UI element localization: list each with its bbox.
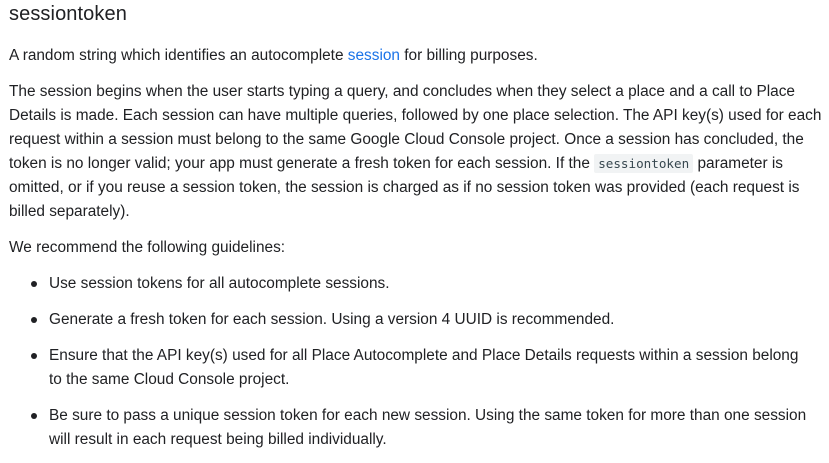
details-text-2: parameter is omitted, or if you reuse a session token, the session is charged as if no session token was provided (each request is billed separately). xyxy=(9,155,800,220)
list-item xyxy=(9,308,809,332)
intro-paragraph xyxy=(9,44,829,68)
list-item xyxy=(9,272,809,296)
intro-text-before: A random string which identifies an autocomplete xyxy=(9,47,348,64)
details-paragraph xyxy=(9,80,824,224)
guidelines-lead: We recommend the following guidelines: xyxy=(9,239,286,256)
bullet-icon xyxy=(31,281,37,287)
details-text-1: The session begins when the user starts typing a query, and concludes when they select a place and a call to Place Details is made. Each session can have multiple queries, followed by one place selection. The API key(s) used for each request within a session must belong to the same Google Cloud Console project. Once a session has concluded, the token is no longer valid; your app must generate a fresh token for each session. If the xyxy=(9,83,822,172)
intro-text-after: for billing purposes. xyxy=(399,47,538,64)
bullet-icon xyxy=(31,317,37,323)
list-item-text: Ensure that the API key(s) used for all Place Autocomplete and Place Details requests within a session belong to the same Cloud Console project. xyxy=(49,347,799,388)
guidelines-list xyxy=(9,272,829,452)
list-item xyxy=(9,404,809,452)
sessiontoken-code: sessiontoken xyxy=(594,154,693,173)
session-link[interactable]: session xyxy=(347,47,400,64)
list-item xyxy=(9,344,809,392)
bullet-icon xyxy=(31,353,37,359)
list-item-text: Be sure to pass a unique session token for each new session. Using the same token for more than one session will result in each request being billed individually. xyxy=(49,407,807,448)
list-item-text: Generate a fresh token for each session. Using a version 4 UUID is recommended. xyxy=(49,311,615,328)
list-item-text: Use session tokens for all autocomplete sessions. xyxy=(49,275,390,292)
section-title: sessiontoken xyxy=(9,3,127,25)
bullet-icon xyxy=(31,413,37,419)
